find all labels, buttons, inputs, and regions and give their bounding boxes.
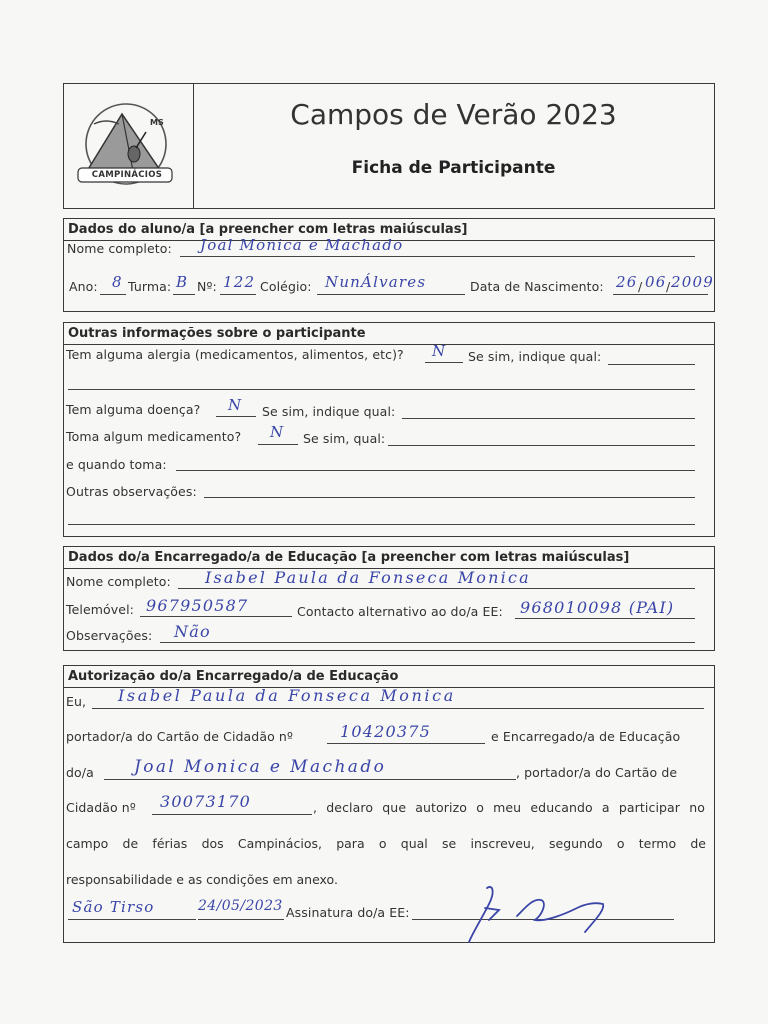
auth-date-value[interactable]: 24/05/2023 — [198, 898, 283, 914]
auth-place-value[interactable]: São Tirso — [72, 898, 155, 916]
student-dob-month[interactable]: 06 — [645, 273, 667, 291]
logo-cell — [64, 84, 194, 208]
student-class-label: Turma: — [128, 279, 172, 294]
medication-which-label: Se sim, qual: — [303, 431, 386, 446]
auth-do-value[interactable]: Joal Monica e Machado — [134, 757, 387, 777]
student-school-value[interactable]: NunÁlvares — [325, 273, 427, 291]
auth-date-line — [198, 919, 284, 920]
guardian-name-label: Nome completo: — [66, 574, 171, 589]
allergy-answer-line — [425, 362, 463, 363]
guardian-notes-label: Observações: — [66, 628, 153, 643]
student-dob-day[interactable]: 26 — [616, 273, 638, 291]
student-heading: Dados do aluno/a [a preencher com letras maiúsculas] — [64, 219, 714, 241]
logo-badge: MS — [150, 118, 164, 127]
page-subtitle: Ficha de Participante — [351, 158, 556, 178]
auth-cc-value[interactable]: 10420375 — [340, 722, 432, 741]
student-name-label: Nome completo: — [67, 241, 172, 256]
student-school-line — [317, 294, 465, 295]
guardian-notes-line — [160, 642, 695, 643]
guardian-heading: Dados do/a Encarregado/a de Educação [a preencher com letras maiúsculas] — [64, 547, 714, 569]
guardian-name-line — [178, 588, 695, 589]
student-dob-line — [613, 294, 708, 295]
auth-cc2-line — [152, 814, 312, 815]
guardian-alt-value[interactable]: 968010098 (PAI) — [520, 598, 675, 617]
auth-cc2-label: Cidadão nº — [66, 800, 136, 815]
medication-value[interactable]: N — [270, 423, 285, 441]
dob-sep-2: / — [666, 279, 671, 294]
auth-line-4: campo de férias dos Campinácios, para o qual se inscreveu, segundo o termo de — [66, 836, 706, 851]
guardian-phone-label: Telemóvel: — [66, 602, 134, 617]
page-title: Campos de Verão 2023 — [290, 98, 617, 131]
illness-which-line[interactable] — [402, 418, 695, 419]
when-label: e quando toma: — [66, 457, 167, 472]
auth-eu-label: Eu, — [66, 694, 87, 709]
illness-label: Tem alguma doença? — [66, 402, 201, 417]
guardian-phone-value[interactable]: 967950587 — [146, 596, 249, 615]
allergy-label: Tem alguma alergia (medicamentos, alimentos, etc)? — [66, 347, 404, 362]
campinacios-logo — [64, 84, 193, 208]
student-dob-year[interactable]: 2009 — [671, 273, 714, 291]
student-class-line — [173, 294, 195, 295]
auth-do-suffix: , portador/a do Cartão de — [516, 765, 678, 780]
header-box — [63, 83, 715, 209]
auth-cc-label: portador/a do Cartão de Cidadão nº — [66, 729, 293, 744]
student-class-value[interactable]: B — [176, 273, 189, 291]
student-name-value[interactable]: Joal Monica e Machado — [200, 236, 404, 254]
student-section — [63, 218, 715, 312]
guardian-alt-label: Contacto alternativo ao do/a EE: — [297, 604, 503, 619]
other-info-heading: Outras informações sobre o participante — [64, 323, 714, 345]
auth-do-label: do/a — [66, 765, 94, 780]
auth-place-line — [68, 919, 196, 920]
other-notes-extra-line[interactable] — [68, 524, 695, 525]
auth-line-5: responsabilidade e as condições em anexo. — [66, 872, 338, 887]
student-year-line — [100, 294, 126, 295]
illness-value[interactable]: N — [228, 396, 243, 414]
other-notes-line[interactable] — [204, 497, 695, 498]
when-line[interactable] — [176, 470, 695, 471]
allergy-which-line — [608, 364, 695, 365]
logo-text: CAMPINÁCIOS — [91, 170, 163, 180]
auth-eu-line — [92, 708, 704, 709]
other-notes-label: Outras observações: — [66, 484, 197, 499]
auth-cc-line — [327, 743, 485, 744]
guardian-alt-line — [515, 618, 695, 619]
student-dob-label: Data de Nascimento: — [470, 279, 604, 294]
auth-eu-value[interactable]: Isabel Paula da Fonseca Monica — [118, 686, 456, 705]
allergy-extra-line[interactable] — [68, 389, 695, 390]
student-year-value[interactable]: 8 — [112, 273, 123, 291]
medication-which-line[interactable] — [388, 445, 695, 446]
medication-answer-line — [258, 444, 298, 445]
student-name-line — [180, 256, 695, 257]
authorization-heading: Autorização do/a Encarregado/a de Educação — [64, 666, 714, 688]
guardian-notes-value[interactable]: Não — [174, 622, 211, 641]
auth-cc2-value[interactable]: 30073170 — [160, 792, 252, 811]
dob-sep-1: / — [638, 279, 643, 294]
student-school-label: Colégio: — [260, 279, 312, 294]
auth-cc2-suffix: , declaro que autorizo o meu educando a participar no — [313, 800, 705, 815]
illness-answer-line — [216, 416, 256, 417]
auth-signature-label: Assinatura do/a EE: — [286, 905, 410, 920]
signature-scribble — [455, 880, 615, 950]
auth-do-line — [104, 779, 516, 780]
guardian-name-value[interactable]: Isabel Paula da Fonseca Monica — [205, 568, 531, 587]
allergy-value[interactable]: N — [432, 342, 447, 360]
allergy-which-label: Se sim, indique qual: — [468, 349, 602, 364]
student-number-line — [220, 294, 256, 295]
illness-which-label: Se sim, indique qual: — [262, 404, 396, 419]
auth-cc-suffix: e Encarregado/a de Educação — [491, 729, 681, 744]
student-number-label: Nº: — [197, 279, 217, 294]
guardian-phone-line — [140, 616, 292, 617]
medication-label: Toma algum medicamento? — [66, 429, 242, 444]
student-number-value[interactable]: 122 — [223, 273, 256, 291]
student-year-label: Ano: — [69, 279, 98, 294]
